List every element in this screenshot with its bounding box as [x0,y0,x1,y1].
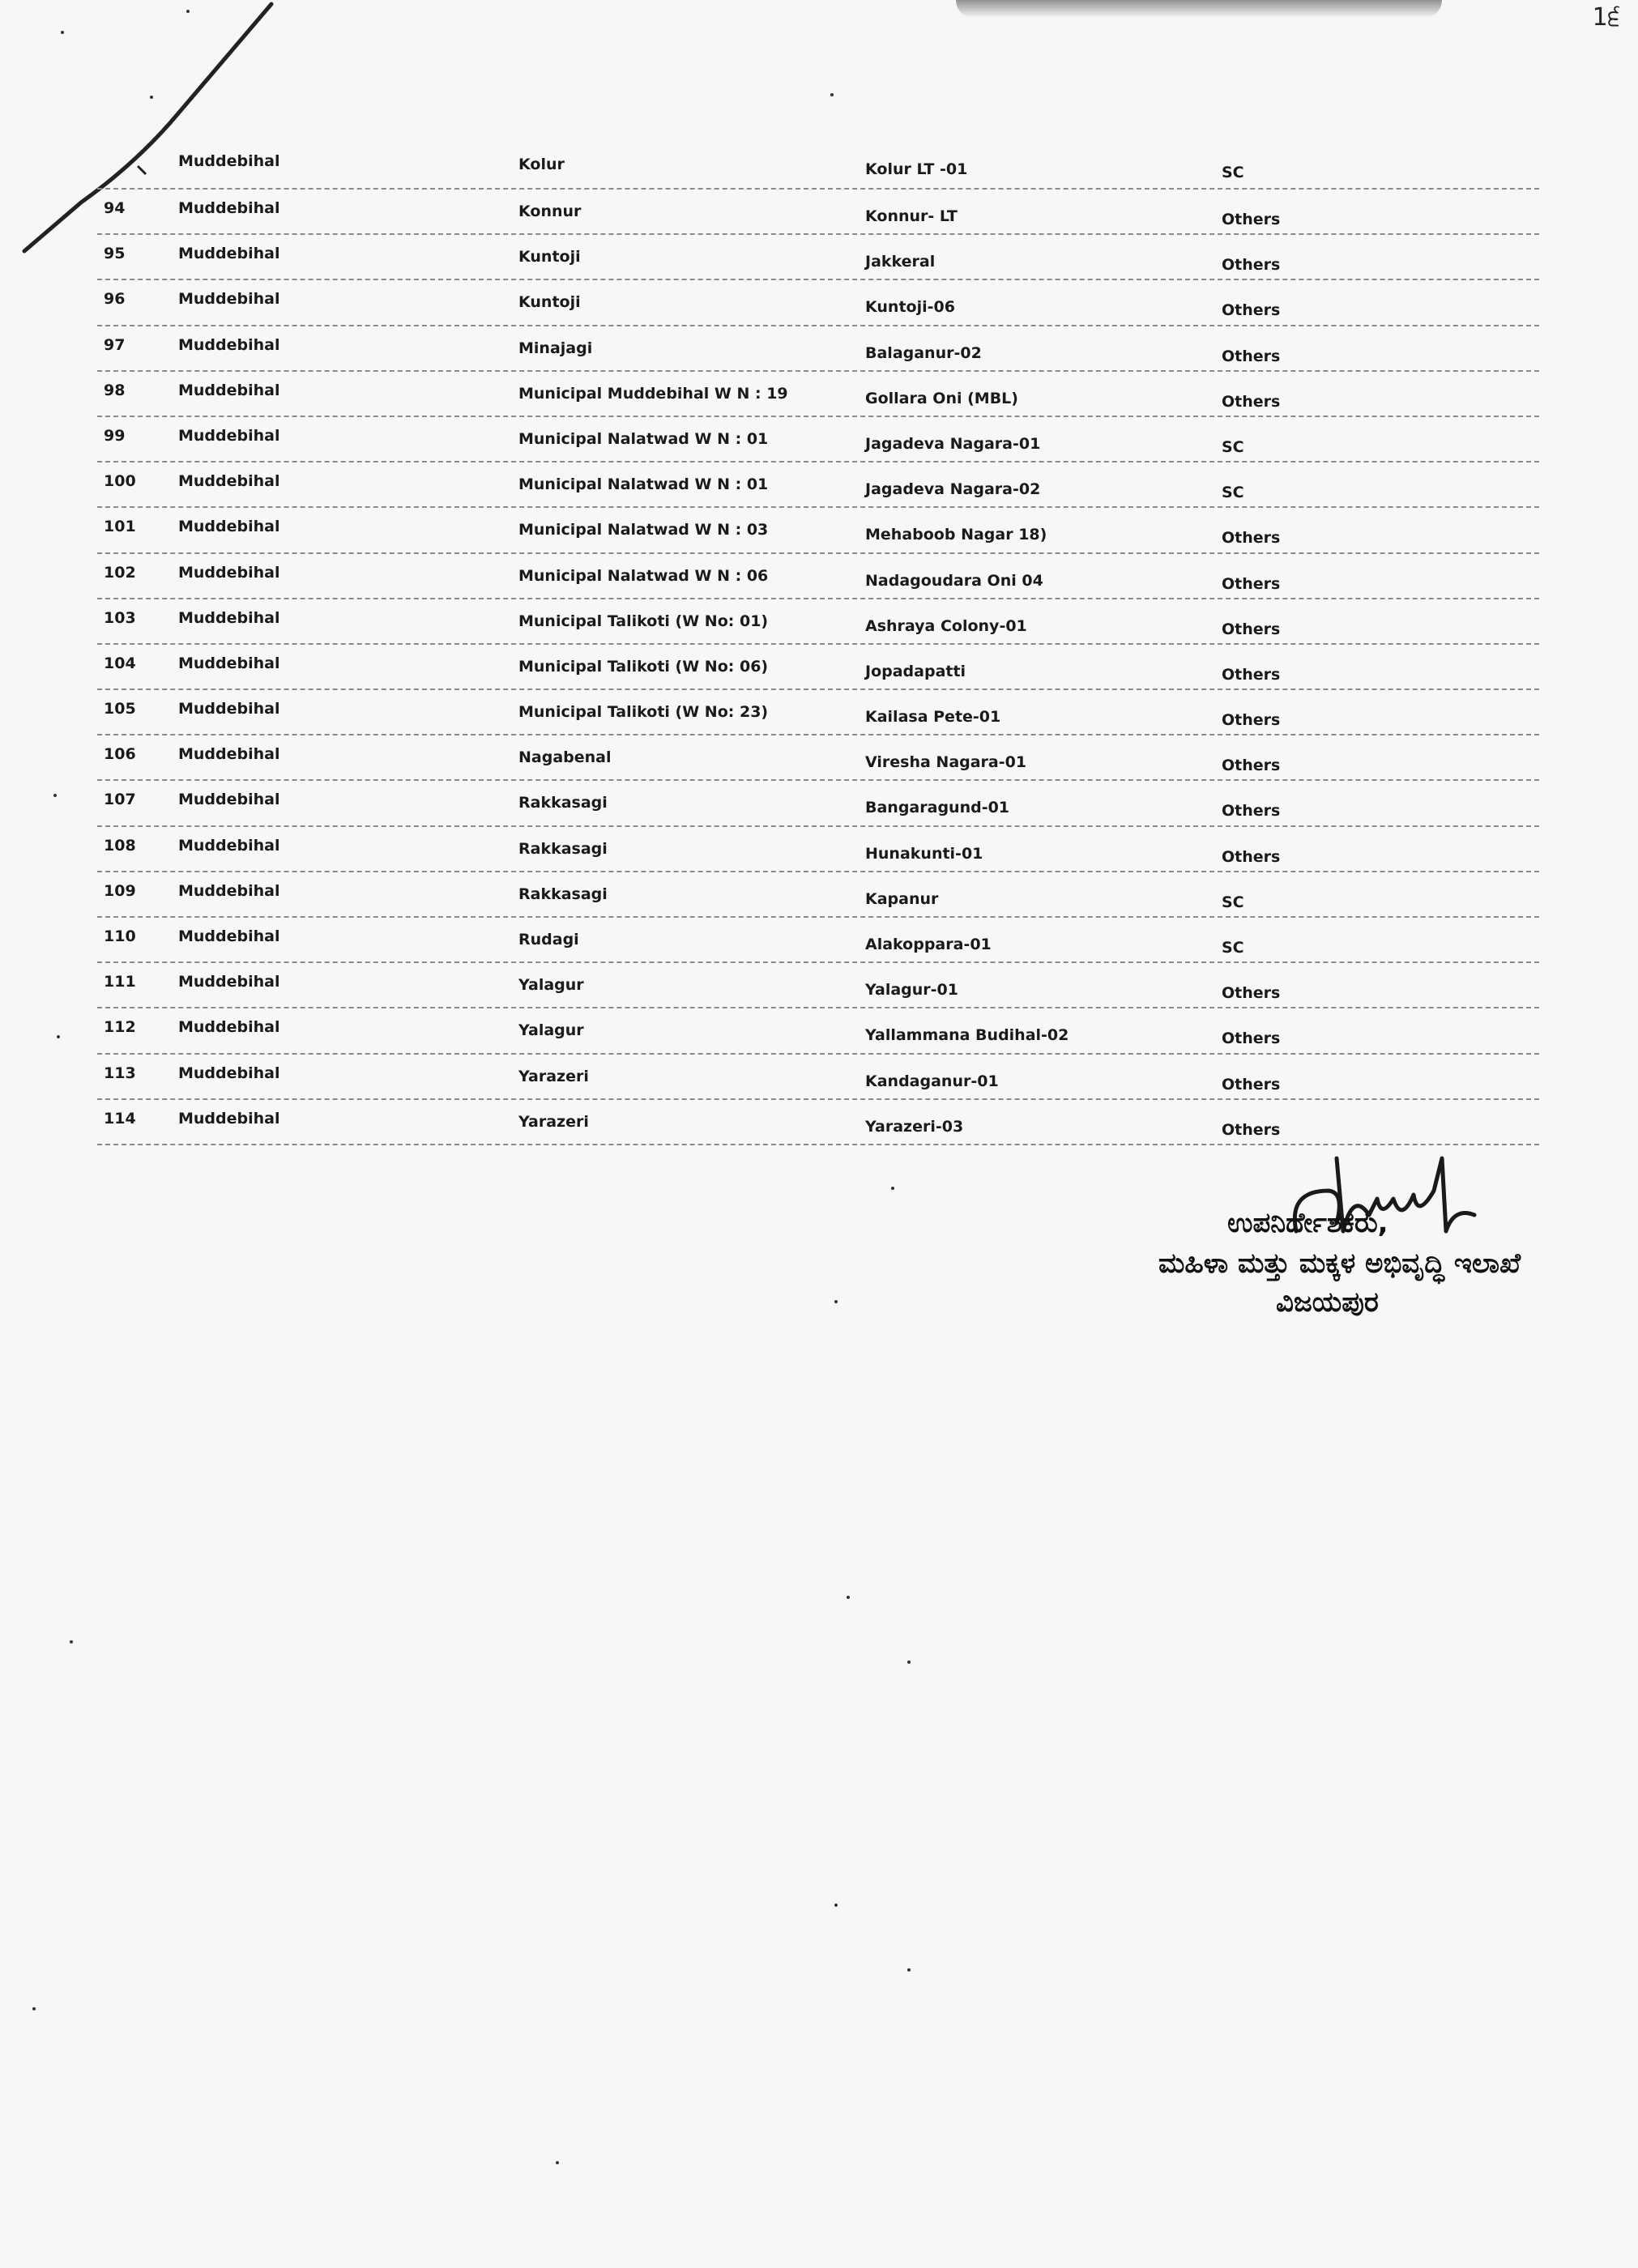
cell-project: Muddebihal [178,791,280,809]
cell-village: Viresha Nagara-01 [865,753,1027,772]
cell-category: Others [1222,301,1281,320]
cell-category: Others [1222,574,1281,593]
cell-village: Gollara Oni (MBL) [865,389,1018,407]
scan-speck [847,1596,850,1599]
cell-village: Balaganur-02 [865,343,982,362]
cell-project: Muddebihal [178,1018,280,1037]
scan-speck [57,1035,60,1038]
cell-project: Muddebihal [178,745,280,764]
table-row [97,872,1539,918]
scan-speck [907,1968,911,1972]
cell-gram-panchayat: Municipal Talikoti (W No: 01) [518,612,769,630]
cell-category: SC [1222,164,1244,181]
table-row [97,554,1539,599]
scan-smudge [956,0,1442,18]
cell-village: Yallammana Budihal-02 [865,1026,1069,1045]
table-row [97,417,1539,463]
cell-category: Others [1222,620,1281,638]
cell-village: Mehaboob Nagar 18) [865,526,1047,544]
signature-location: ವಿಜಯಪುರ [1276,1286,1379,1319]
signature-department: ಮಹಿಳಾ ಮತ್ತು ಮಕ್ಕಳ ಅಭಿವೃದ್ಧಿ ಇಲಾಖೆ [1158,1247,1521,1280]
cell-project: Muddebihal [178,654,280,672]
cell-gram-panchayat: Kuntoji [518,248,581,266]
cell-project: Muddebihal [178,152,280,170]
cell-village: Konnur- LT [865,207,958,225]
cell-no: 113 [104,1064,136,1082]
scan-speck [556,2161,559,2164]
cell-village: Nadagoudara Oni 04 [865,571,1043,590]
table-row [97,326,1539,372]
cell-gram-panchayat: Yalagur [518,976,584,995]
table-row [97,1055,1539,1100]
cell-no: 96 [104,290,126,309]
cell-gram-panchayat: Municipal Nalatwad W N : 06 [518,566,769,585]
cell-category: Others [1222,847,1281,866]
cell-no: 94 [104,199,126,217]
cell-category: Others [1222,1120,1281,1139]
table-row [97,508,1539,553]
cell-category: Others [1222,665,1281,684]
cell-gram-panchayat: Kuntoji [518,293,581,312]
cell-gram-panchayat: Rudagi [518,931,579,949]
cell-no: 103 [104,608,136,627]
table-row [97,918,1539,963]
cell-village: Alakoppara-01 [865,936,992,953]
cell-no: 104 [104,654,136,672]
cell-village: Jagadeva Nagara-01 [865,434,1041,453]
cell-project: Muddebihal [178,335,280,354]
cell-category: Others [1222,529,1281,548]
cell-project: Muddebihal [178,426,280,445]
cell-project: Muddebihal [178,836,280,855]
cell-project: Muddebihal [178,518,280,536]
scan-speck [61,31,64,34]
table-row [97,143,1539,190]
cell-project: Muddebihal [178,927,280,945]
cell-gram-panchayat: Minajagi [518,339,593,357]
cell-project: Muddebihal [178,1109,280,1128]
signature-designation: ಉಪನಿರ್ದೇಶಕರು, [1227,1207,1388,1239]
signature-block [1158,1142,1580,1353]
cell-gram-panchayat: Yarazeri [518,1067,589,1085]
cell-no: 100 [104,472,136,491]
cell-project: Muddebihal [178,290,280,309]
scan-speck [830,93,834,96]
cell-village: Kandaganur-01 [865,1072,999,1090]
cell-village: Ashraya Colony-01 [865,616,1027,635]
data-table [97,143,1539,1145]
table-row [97,280,1539,326]
cell-no: 98 [104,381,126,399]
table-row [97,781,1539,826]
cell-village: Jopadapatti [865,662,966,680]
cell-project: Muddebihal [178,1064,280,1082]
cell-no: 108 [104,836,136,855]
cell-category: Others [1222,984,1281,1003]
cell-gram-panchayat: Municipal Nalatwad W N : 01 [518,429,769,448]
scan-speck [150,96,153,99]
cell-no: 97 [104,335,126,354]
cell-village: Kailasa Pete-01 [865,708,1001,727]
cell-no: 106 [104,745,136,764]
cell-no: 112 [104,1018,136,1037]
cell-village: Jagadeva Nagara-02 [865,480,1041,499]
table-row [97,690,1539,735]
cell-no: 109 [104,881,136,900]
cell-project: Muddebihal [178,472,280,491]
cell-village: Bangaragund-01 [865,799,1010,817]
cell-project: Muddebihal [178,608,280,627]
table-row [97,963,1539,1008]
cell-gram-panchayat: Rakkasagi [518,885,608,903]
cell-category: SC [1222,939,1244,957]
table-row [97,735,1539,781]
scan-speck [32,2007,36,2010]
cell-gram-panchayat: Yalagur [518,1021,584,1040]
cell-category: Others [1222,1075,1281,1094]
cell-no: 107 [104,791,136,809]
cell-no: 114 [104,1109,136,1128]
cell-gram-panchayat: Rakkasagi [518,794,608,812]
cell-gram-panchayat: Municipal Muddebihal W N : 19 [518,384,788,403]
cell-category: SC [1222,893,1244,911]
cell-category: Others [1222,711,1281,730]
scan-speck [891,1187,894,1190]
cell-category: Others [1222,757,1281,775]
cell-gram-panchayat: Yarazeri [518,1112,589,1131]
cell-no: 110 [104,927,136,945]
table-row [97,372,1539,417]
cell-village: Kolur LT -01 [865,160,968,178]
cell-gram-panchayat: Municipal Talikoti (W No: 23) [518,703,769,722]
cell-category: SC [1222,484,1244,502]
cell-village: Jakkeral [865,253,936,271]
cell-category: Others [1222,211,1281,228]
cell-project: Muddebihal [178,245,280,263]
cell-category: Others [1222,392,1281,411]
cell-no: 105 [104,700,136,718]
table-row [97,645,1539,690]
cell-gram-panchayat: Municipal Nalatwad W N : 03 [518,521,769,539]
cell-no: 101 [104,518,136,536]
cell-project: Muddebihal [178,881,280,900]
scan-speck [834,1904,838,1907]
table-row [97,1100,1539,1145]
cell-project: Muddebihal [178,199,280,217]
page-number: 1੬ [1592,3,1620,32]
cell-village: Kapanur [865,889,939,908]
table-row [97,235,1539,280]
cell-village: Yarazeri-03 [865,1117,964,1136]
cell-gram-panchayat: Kolur [518,156,565,173]
cell-project: Muddebihal [178,973,280,991]
table-row [97,599,1539,645]
cell-category: Others [1222,256,1281,275]
cell-gram-panchayat: Municipal Talikoti (W No: 06) [518,657,769,676]
table-row [97,463,1539,508]
cell-gram-panchayat: Nagabenal [518,748,612,767]
scan-speck [834,1300,838,1303]
cell-village: Hunakunti-01 [865,844,983,863]
cell-project: Muddebihal [178,381,280,399]
cell-category: Others [1222,347,1281,365]
cell-gram-panchayat: Rakkasagi [518,839,608,858]
cell-no: 99 [104,426,126,445]
table-row [97,827,1539,872]
cell-village: Yalagur-01 [865,981,958,1000]
table-row [97,1008,1539,1054]
scan-speck [907,1660,911,1664]
cell-gram-panchayat: Konnur [518,202,582,220]
cell-gram-panchayat: Municipal Nalatwad W N : 01 [518,475,769,494]
cell-category: SC [1222,437,1244,456]
cell-village: Kuntoji-06 [865,298,955,317]
cell-category: Others [1222,802,1281,821]
scan-speck [186,10,190,13]
cell-project: Muddebihal [178,563,280,582]
cell-no: 95 [104,245,126,263]
cell-category: Others [1222,1030,1281,1048]
scan-speck [70,1640,73,1643]
table-row [97,190,1539,235]
cell-project: Muddebihal [178,700,280,718]
scan-speck [53,794,57,797]
cell-no: 111 [104,973,136,991]
cell-no: 102 [104,563,136,582]
